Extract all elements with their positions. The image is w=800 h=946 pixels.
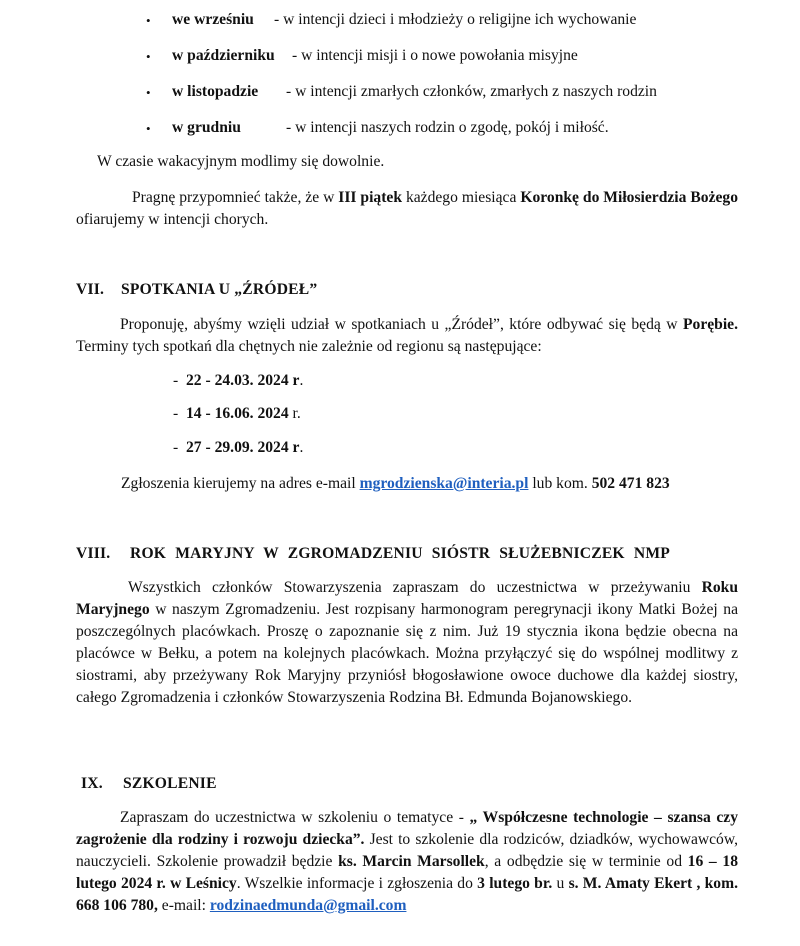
- meetings-contact: Zgłoszenia kierujemy na adres e-mail mgrodzienska@interia.pl lub kom. 502 471 823: [121, 475, 670, 492]
- month-label: w październiku: [172, 47, 275, 64]
- month-intention: - w intencji naszych rodzin o zgodę, pokój i miłość.: [286, 119, 609, 136]
- section-title: ROK MARYJNY W ZGROMADZENIU SIÓSTR SŁUŻEBNICZEK NMP: [130, 545, 670, 562]
- meeting-date: - 22 - 24.03. 2024 r.: [173, 372, 304, 389]
- bullet: •: [146, 49, 151, 64]
- section-number: VII.: [76, 281, 105, 298]
- section-title: SZKOLENIE: [123, 775, 217, 792]
- section-number: IX.: [81, 775, 103, 792]
- bullet: •: [146, 13, 151, 28]
- month-label: we wrześniu: [172, 11, 254, 28]
- month-label: w grudniu: [172, 119, 241, 136]
- email-link[interactable]: rodzinaedmunda@gmail.com: [209, 897, 407, 914]
- holiday-note: W czasie wakacyjnym modlimy się dowolnie.: [97, 153, 385, 170]
- meeting-date: - 27 - 29.09. 2024 r.: [173, 439, 304, 456]
- section-title: SPOTKANIA U „ŹRÓDEŁ”: [121, 281, 318, 298]
- bullet: •: [146, 121, 151, 136]
- month-label: w listopadzie: [172, 83, 259, 100]
- email-link[interactable]: mgrodzienska@interia.pl: [359, 475, 529, 492]
- section-number: VIII.: [76, 545, 111, 562]
- marian-year-paragraph: Wszystkich członków Stowarzyszenia zapraszam do uczestnictwa w przeżywaniu Roku Maryjnego w naszym Zgromadzeniu. Jest rozpisany harmonogram peregrynacji ikony Matki Bożej na poszczególnych placówkach. Proszę o zapoznanie się z nim. Już 19 stycznia ikona będzie obecna na placówce w Bełku, a potem na kolejnych placówkach. Można przyłączyć się do wspólnej modlitwy z siostrami, aby przeżywany Rok Maryjny przyniósł błogosławione owoce duchowe dla każdej siostry, całego Zgromadzenia i członków Stowarzyszenia Rodzina Bł. Edmunda Bojanowskiego.: [76, 579, 738, 706]
- meetings-intro: Proponuję, abyśmy wzięli udział w spotkaniach u „Źródeł”, które odbywać się będą w Porębie. Terminy tych spotkań dla chętnych nie zależnie od regionu są następujące:: [76, 316, 738, 355]
- meeting-date: - 14 - 16.06. 2024 r.: [173, 405, 301, 422]
- training-paragraph: Zapraszam do uczestnictwa w szkoleniu o tematyce - „ Współczesne technologie – szansa czy zagrożenie dla rodziny i rozwoju dziecka”. Jest to szkolenie dla rodziców, dziadków, wychowawców, nauczycieli. Szkolenie prowadził będzie ks. Marcin Marsollek, a odbędzie się w terminie od 16 – 18 lutego 2024 r. w Leśnicy. Wszelkie informacje i zgłoszenia do 3 lutego br. u s. M. Amaty Ekert , kom. 668 106 780, e-mail: rodzinaedmunda@gmail.com: [76, 809, 739, 914]
- bullet: •: [146, 85, 151, 100]
- month-intention: - w intencji dzieci i młodzieży o religijne ich wychowanie: [274, 11, 637, 28]
- month-intention: - w intencji zmarłych członków, zmarłych z naszych rodzin: [286, 83, 657, 100]
- month-intention: - w intencji misji i o nowe powołania misyjne: [292, 47, 578, 64]
- reminder-paragraph: Pragnę przypomnieć także, że w III piątek każdego miesiąca Koronkę do Miłosierdzia Bożego ofiarujemy w intencji chorych.: [76, 189, 739, 228]
